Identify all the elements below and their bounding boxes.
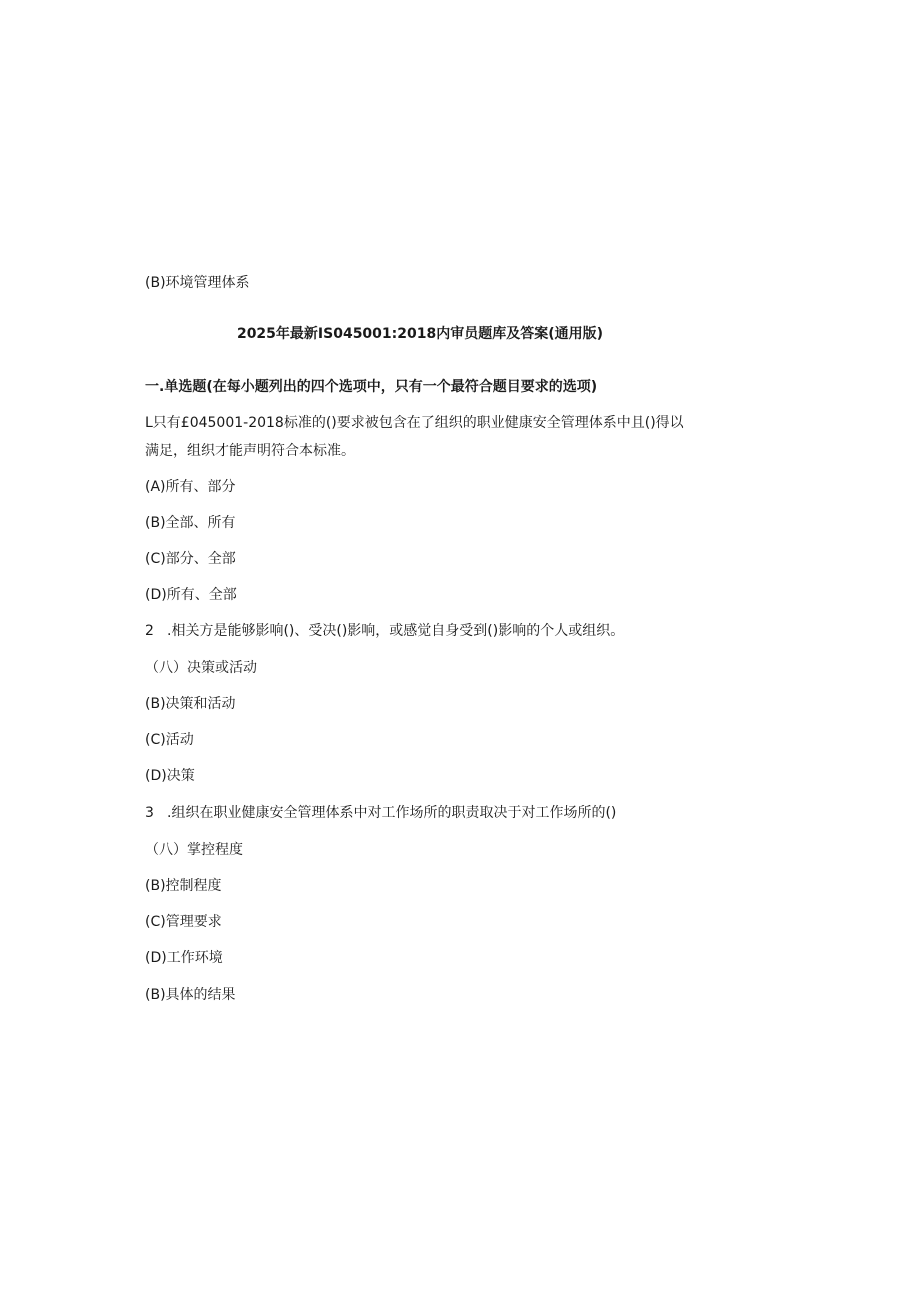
question-3-option-b: (B)控制程度 — [145, 878, 222, 894]
question-3-number: 3 — [145, 805, 154, 821]
question-2-option-c: (C)活动 — [145, 732, 194, 748]
question-2-stem — [145, 621, 624, 641]
question-1-option-d: (D)所有、全部 — [145, 587, 237, 603]
question-2-number: 2 — [145, 623, 154, 639]
question-1-option-b: (B)全部、所有 — [145, 515, 236, 531]
question-3-option-a: （八）掌控程度 — [145, 842, 243, 858]
question-3-stem — [145, 803, 616, 823]
section-heading: 一.单选题(在每小题列出的四个选项中，只有一个最符合题目要求的选项) — [145, 379, 598, 395]
question-2-option-a: （八）决策或活动 — [145, 660, 257, 676]
question-1-option-a: (A)所有、部分 — [145, 479, 236, 495]
question-3-option-d: (D)工作环境 — [145, 950, 223, 966]
lead-option: (B)环境管理体系 — [145, 275, 250, 291]
question-1-option-c: (C)部分、全部 — [145, 551, 236, 567]
question-1-stem-line-1: L只有£045001-2018标准的()要求被包含在了组织的职业健康安全管理体系中且()得以 — [145, 415, 684, 431]
question-3-option-c: (C)管理要求 — [145, 914, 222, 930]
question-3-text: .组织在职业健康安全管理体系中对工作场所的职责取决于对工作场所的() — [167, 805, 617, 821]
question-3-option-e: (B)具体的结果 — [145, 987, 236, 1003]
question-2-option-b: (B)决策和活动 — [145, 696, 236, 712]
question-2-option-d: (D)决策 — [145, 768, 195, 784]
question-1-stem-line-2: 满足，组织才能声明符合本标准。 — [145, 443, 355, 459]
question-2-text: .相关方是能够影响()、受决()影响，或感觉自身受到()影响的个人或组织。 — [167, 623, 625, 639]
document-title: 2025年最新IS045001:2018内审员题库及答案(通用版) — [236, 326, 604, 342]
